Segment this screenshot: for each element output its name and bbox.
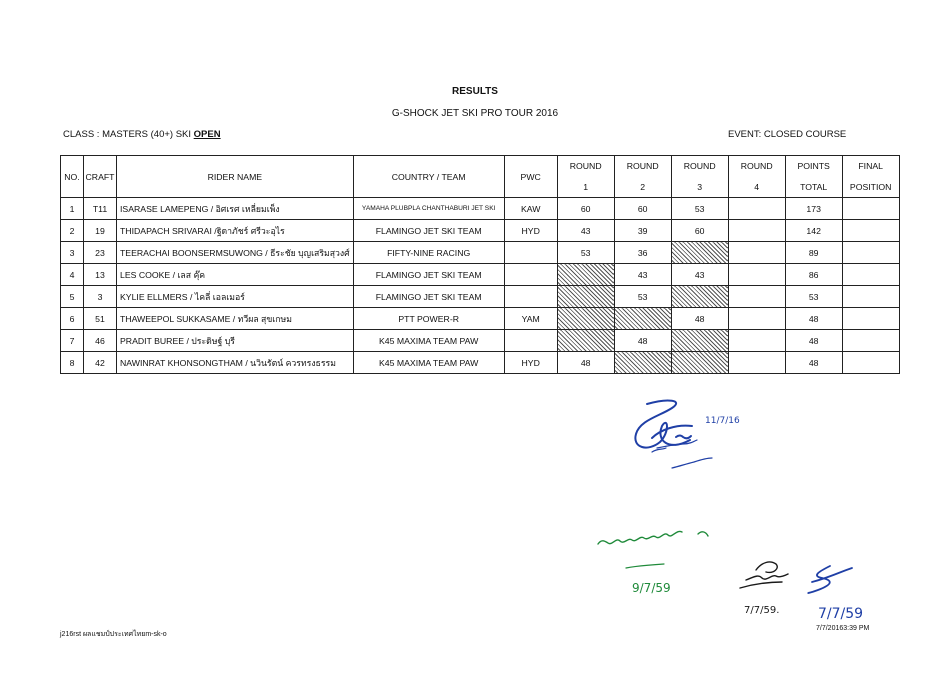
col-final-label: FINAL [858,161,883,172]
col-round-4-num: 4 [754,181,760,192]
cell-team: FIFTY-NINE RACING [353,242,504,264]
cell-rider: THAWEEPOL SUKKASAME / ทวีผล สุขเกษม [117,308,354,330]
cell-round-2: 36 [614,242,671,264]
blue-signature-2 [808,566,852,593]
cell-total: 142 [785,220,842,242]
black-signature [740,562,788,588]
cell-team: YAMAHA PLUBPLA CHANTHABURI JET SKI [353,198,504,220]
cell-no: 4 [61,264,84,286]
cell-craft: T11 [84,198,117,220]
cell-round-3: 43 [671,264,728,286]
cell-team: FLAMINGO JET SKI TEAM [353,264,504,286]
cell-no: 1 [61,198,84,220]
cell-rider: NAWINRAT KHONSONGTHAM / นวินรัตน์ ควรทรงธรรม [117,352,354,374]
cell-round-3: 48 [671,308,728,330]
cell-round-1: 48 [557,352,614,374]
blue-signature-1 [635,401,712,468]
footer-filename: j216rst ผลแชมป์ประเทศไทยm-sk-o [60,631,167,638]
cell-round-2: 53 [614,286,671,308]
cell-total: 48 [785,352,842,374]
col-round-2-num: 2 [640,181,646,192]
cell-team: FLAMINGO JET SKI TEAM [353,220,504,242]
cell-no: 5 [61,286,84,308]
cell-rider: KYLIE ELLMERS / ไคลี่ เอลเมอร์ [117,286,354,308]
cell-total: 48 [785,330,842,352]
cell-round-1: 53 [557,242,614,264]
col-round-4-label: ROUND [740,161,773,172]
event-subtitle: G-SHOCK JET SKI PRO TOUR 2016 [391,108,559,119]
cell-round-3: 60 [671,220,728,242]
cell-craft: 23 [84,242,117,264]
col-pwc: PWC [504,156,557,198]
cell-no: 2 [61,220,84,242]
handwritten-date-2: 9/7/59 [632,581,671,595]
cell-rider: PRADIT BUREE / ประดิษฐ์ บุรี [117,330,354,352]
cell-total: 53 [785,286,842,308]
col-round-1-label: ROUND [569,161,602,172]
cell-round-2: 43 [614,264,671,286]
col-rider: RIDER NAME [117,156,354,198]
cell-pwc: YAM [504,308,557,330]
cell-round-2: 39 [614,220,671,242]
cell-no: 8 [61,352,84,374]
col-round-1-num: 1 [583,181,589,192]
class-value: OPEN [193,129,221,140]
class-label: CLASS : MASTERS (40+) SKI [63,129,192,140]
cell-no: 7 [61,330,84,352]
cell-craft: 51 [84,308,117,330]
cell-craft: 46 [84,330,117,352]
cell-craft: 3 [84,286,117,308]
cell-rider: THIDAPACH SRIVARAI /ฐิดาภัชร์ ศรีวะอุไร [117,220,354,242]
cell-craft: 13 [84,264,117,286]
cell-pwc: HYD [504,220,557,242]
cell-no: 3 [61,242,84,264]
col-craft: CRAFT [84,156,117,198]
cell-rider: ISARASE LAMEPENG / อิศเรศ เหลี่ยมเพ็ง [117,198,354,220]
cell-rider: TEERACHAI BOONSERMSUWONG / ธีระชัย บุญเสริมสุวงศ์ [117,242,354,264]
cell-total: 48 [785,308,842,330]
cell-round-1: 60 [557,198,614,220]
col-round-3-num: 3 [697,181,703,192]
cell-total: 173 [785,198,842,220]
cell-team: K45 MAXIMA TEAM PAW [353,330,504,352]
cell-round-2: 60 [614,198,671,220]
col-total-label: TOTAL [800,181,828,192]
col-round-3-label: ROUND [683,161,716,172]
cell-pwc: KAW [504,198,557,220]
col-country-team: COUNTRY / TEAM [353,156,504,198]
event-type: EVENT: CLOSED COURSE [728,129,847,140]
col-points-label: POINTS [797,161,830,172]
cell-craft: 42 [84,352,117,374]
cell-total: 89 [785,242,842,264]
handwritten-date-4: 7/7/59 [818,606,864,622]
cell-team: PTT POWER-R [353,308,504,330]
cell-round-3: 53 [671,198,728,220]
cell-pwc: HYD [504,352,557,374]
cell-team: K45 MAXIMA TEAM PAW [353,352,504,374]
cell-team: FLAMINGO JET SKI TEAM [353,286,504,308]
handwritten-date-1: 11/7/16 [705,416,740,426]
col-round-2-label: ROUND [626,161,659,172]
cell-craft: 19 [84,220,117,242]
footer-timestamp: 7/7/20163:39 PM [816,625,870,632]
cell-no: 6 [61,308,84,330]
green-signature [598,531,708,568]
cell-total: 86 [785,264,842,286]
cell-round-2: 48 [614,330,671,352]
results-title: RESULTS [452,86,498,97]
col-position-label: POSITION [849,181,892,192]
cell-round-1: 43 [557,220,614,242]
col-no: NO. [61,156,84,198]
handwritten-date-3: 7/7/59. [744,605,780,616]
cell-rider: LES COOKE / เลส คุ๊ค [117,264,354,286]
